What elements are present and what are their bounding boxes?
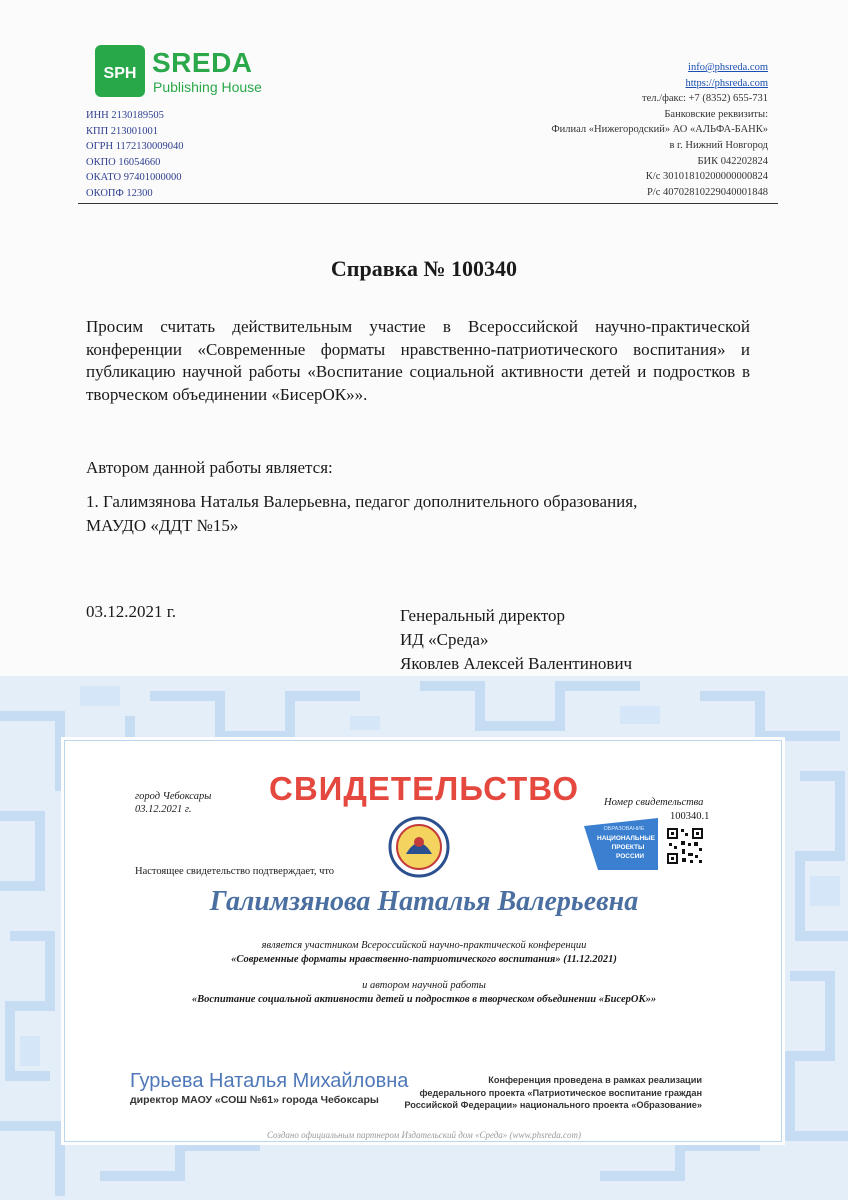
- bank-branch: Филиал «Нижегородский» АО «АЛЬФА-БАНК»: [551, 124, 768, 136]
- req-okato: ОКАТО 97401000000: [86, 172, 182, 184]
- logo-subtitle: Publishing House: [153, 79, 262, 95]
- main-paragraph: Просим считать действительным участие в Всероссийской научно-практической конференции «Современные форматы нравственно-патриотического воспитания» и публикацию научной работы «Воспитание социальной активности детей и подростков в творческом объединении «БисерОК»».: [86, 317, 750, 404]
- req-okpo: ОКПО 16054660: [86, 156, 161, 168]
- certificate-city: город Чебоксары: [135, 791, 212, 802]
- certificate-number: 100340.1: [670, 811, 710, 822]
- author-line-2: МАУДО «ДДТ №15»: [86, 516, 239, 535]
- certificate-confirm-text: Настоящее свидетельство подтверждает, что: [135, 866, 335, 877]
- req-inn: ИНН 2130189505: [86, 110, 164, 121]
- header-divider: [78, 203, 778, 204]
- certificate-author-text: и автором научной работы: [362, 980, 486, 991]
- req-ogrn: ОГРН 1172130009040: [86, 141, 184, 153]
- contact-and-bank-requisites: [551, 60, 768, 200]
- document-heading: Справка № 100340: [330, 256, 518, 281]
- company-requisites: [86, 108, 184, 202]
- certificate-signer-role: директор МАОУ «СОШ №61» города Чебоксары: [130, 1094, 379, 1106]
- author-title: Автором данной работы является:: [86, 458, 333, 477]
- certificate-date: 03.12.2021 г.: [135, 804, 192, 815]
- qr-code-icon: [666, 827, 704, 865]
- certificate-signer-name: Гурьева Наталья Михайловна: [130, 1070, 409, 1092]
- certificate-footer: Создано официальным партнером Издательский дом «Среда» (www.phsreda.com): [266, 1130, 582, 1140]
- letter-date: 03.12.2021 г.: [86, 602, 177, 621]
- certificate-title: СВИДЕТЕЛЬСТВО: [269, 770, 579, 807]
- conference-note-line-2: федерального проекта «Патриотическое воспитание граждан: [419, 1087, 702, 1098]
- conference-note-line-1: Конференция проведена в рамках реализации: [488, 1075, 702, 1085]
- publisher-logo: [95, 45, 285, 101]
- logo-mark: [95, 45, 145, 97]
- req-kpp: КПП 213001001: [86, 125, 159, 137]
- np-logo-line-1: ОБРАЗОВАНИЕ: [603, 826, 645, 832]
- np-logo-line-4: РОССИИ: [615, 853, 645, 860]
- bank-bik: БИК 042202824: [697, 155, 768, 167]
- certificate-conference-name: «Современные форматы нравственно-патриотического воспитания» (11.12.2021): [231, 954, 617, 965]
- phone-fax: тел./факс: +7 (8352) 655-731: [642, 93, 768, 105]
- letter-signer: [400, 604, 632, 676]
- author-line-1: 1. Галимзянова Наталья Валерьевна, педагог дополнительного образования,: [86, 492, 638, 511]
- logo-title: SREDA: [152, 47, 253, 78]
- bank-label: Банковские реквизиты:: [664, 108, 768, 120]
- req-okopf: ОКОПФ 12300: [86, 187, 153, 199]
- certificate-work-title: «Воспитание социальной активности детей и подростков в творческом объединении «БисерОК»»: [191, 994, 657, 1005]
- bank-corr-account: К/с 30101810200000000824: [645, 171, 768, 183]
- logo-mark-text: SPH: [103, 65, 137, 82]
- signer-position: Генеральный директор: [400, 606, 566, 625]
- bank-city: в г. Нижний Новгород: [669, 139, 768, 151]
- conference-note-line-3: Российской Федерации» национального проекта «Образование»: [404, 1100, 702, 1110]
- certificate-participation-text: является участником Всероссийской научно-практической конференции: [261, 940, 587, 951]
- conference-note: [372, 1074, 702, 1112]
- certificate-number-label: Номер свидетельства: [604, 797, 704, 808]
- np-logo-line-3: ПРОЕКТЫ: [611, 844, 645, 851]
- signer-organization: ИД «Среда»: [400, 630, 489, 649]
- author-info: [86, 490, 736, 538]
- certificate-recipient-name: Галимзянова Наталья Валерьевна: [209, 886, 639, 917]
- signer-name: Яковлев Алексей Валентинович: [400, 654, 633, 673]
- np-logo-line-2: НАЦИОНАЛЬНЫЕ: [597, 835, 655, 842]
- website-link[interactable]: https://phsreda.com: [685, 77, 768, 89]
- emblem-icon: [388, 816, 450, 878]
- national-projects-logo: [584, 818, 658, 870]
- bank-account: Р/с 40702810229040001848: [646, 186, 768, 198]
- email-link[interactable]: info@phsreda.com: [688, 62, 768, 73]
